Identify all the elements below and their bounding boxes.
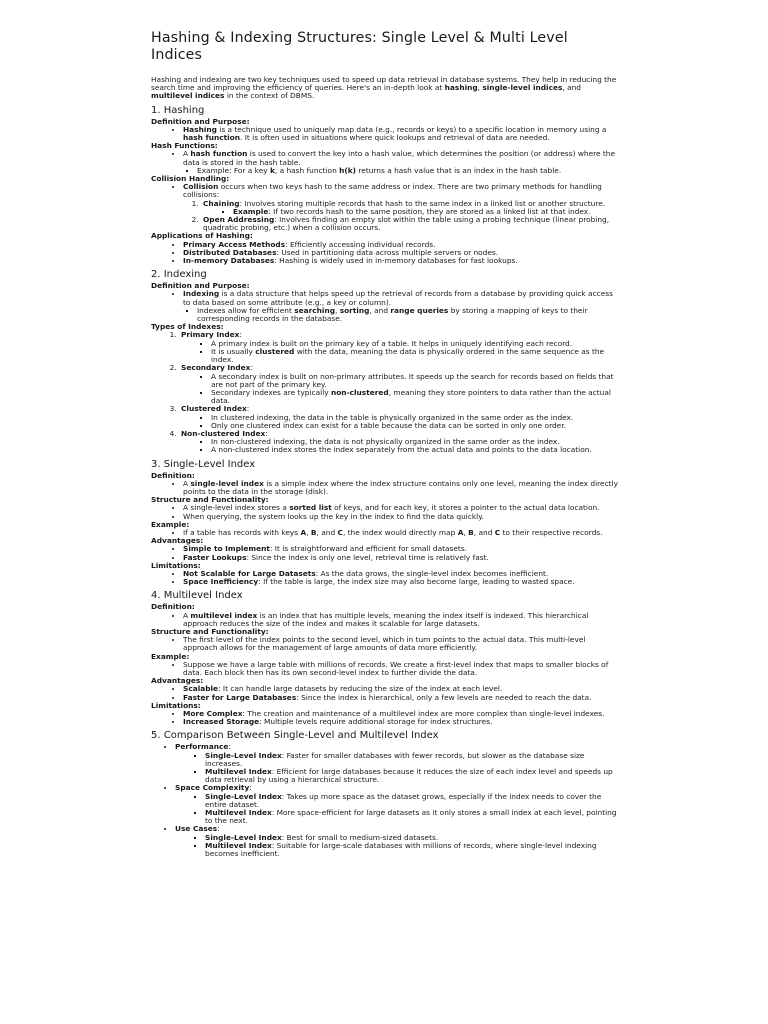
subheading: Structure and Functionality: [151,495,269,505]
list-item [183,578,618,586]
list-item [201,216,618,232]
bold-text: C [494,527,501,537]
text-span: : Efficient for large databases because it reduces the size of each index level and speeds up data retrieval by using a hierarchical structure. [205,767,613,785]
list-item [211,348,618,364]
bullet-list [151,480,618,496]
bullet-list [151,636,618,652]
bold-text: Example [233,206,269,216]
list-item [183,554,618,562]
list-item [183,257,618,265]
bold-text: clustered [255,346,295,356]
section-heading: 1. Hashing [151,104,205,116]
text-span: with the data, meaning the data is physically ordered in the same sequence as the index. [211,346,605,365]
sub-bullet-list [183,167,618,175]
text-span: occurs when two keys hash to the same address or index. There are two primary methods for handling collisions: [183,182,602,200]
text-span: is an index that has multiple levels, meaning the index itself is indexed. This hierarchical approach reduces the size of the index and makes it scalable for large datasets. [183,610,589,628]
list-item [183,150,618,175]
subheading: Hash Functions: [151,141,218,151]
intro-text: , and [562,83,581,93]
text-span: : [246,404,250,414]
bold-text: B [468,527,474,537]
list-item [211,389,618,405]
text-span: : Since the index is hierarchical, only a few levels are needed to reach the data. [296,692,592,702]
sub-bullet-list [175,793,618,826]
list-item: ▪ In clustered indexing, the data in the table is physically organized in the same order as the index. [211,414,618,422]
list-item [205,768,618,784]
bullet-list [151,183,618,232]
intro-keyword: multilevel indices [151,91,225,101]
bullet-list [151,570,618,586]
text-span: is used to convert the key into a hash value, which determines the position (or address) where the data is stored in the hash table. [183,149,616,167]
text-span: , a hash function [274,165,340,175]
list-item: ▪ A primary index is built on the primary key of a table. It helps in uniquely identifying each record. [211,340,618,348]
bullet-list [151,661,618,677]
subheading: Applications of Hashing: [151,231,253,241]
list-item: ▪ A secondary index is built on non-primary attributes. It speeds up the search for records based on fields that are not part of the primary key. [211,373,618,389]
bold-text: B [310,527,317,537]
list-item: ▪ In non-clustered indexing, the data is not physically organized in the same order as the index. [211,438,618,446]
text-span: , and [316,527,338,537]
text-span: A [183,149,191,159]
text-span: A single-level index stores a [183,503,290,513]
intro-text: in the context of DBMS. [224,91,315,101]
bullet-list [151,685,618,701]
text-span: , meaning they store pointers to data rather than the actual data. [211,387,611,406]
bold-text: searching [294,305,335,315]
text-span: : Best for small to medium-sized datasets. [281,832,439,842]
list-item [205,793,618,809]
bold-text: Single-Level Index [205,750,282,760]
bold-text: Collision [183,182,219,192]
bullet-list [151,710,618,726]
section-heading: 2. Indexing [151,269,207,281]
text-span: : [239,330,242,340]
text-span: . It is often used in situations where quick lookups and retrieval of data are needed. [240,133,550,143]
list-item [205,752,618,768]
list-item [183,183,618,232]
text-span: : Suitable for large-scale databases with millions of records, where single-level indexing becomes inefficient. [205,840,597,859]
bold-text: h(k) [339,165,357,175]
list-item [183,612,618,628]
bold-text: single-level index [190,478,264,488]
bold-text: Single-Level Index [205,832,282,842]
bold-text: sorting [339,305,370,315]
text-span: , [463,527,469,537]
text-span: , [306,527,311,537]
bold-text: A [457,527,464,537]
bullet-list [151,504,618,520]
bold-text: sorted list [289,503,332,513]
bold-text: In-memory Databases [183,256,275,266]
text-span: : [250,363,253,373]
text-span: : Since the index is only one level, retrieval time is relatively fast. [246,552,489,562]
sub-bullet-list [181,414,618,430]
bold-text: multilevel index [190,610,258,620]
text-span: : Takes up more space as the dataset grows, especially if the index needs to cover the entire dataset. [205,791,602,809]
text-span: , [335,305,340,315]
text-span: by storing a mapping of keys to their corresponding records in the database. [197,305,588,324]
text-span: Secondary indexes are typically [211,387,331,397]
subheading: Types of Indexes: [151,322,224,332]
bold-text: Clustered Index [181,404,247,414]
bold-text: Indexing [183,289,220,299]
text-span: : [249,783,252,793]
numbered-list [183,200,618,233]
numbered-list [151,331,618,454]
sub-bullet-list [175,752,618,785]
bold-text: Multilevel Index [205,808,272,818]
list-item [175,784,618,825]
section-indexing [151,269,618,454]
text-span: : The creation and maintenance of a multilevel index are more complex than single-level indexes. [242,709,605,719]
text-span: : More space-efficient for large datasets as it only stores a small index at each level, pointing to the next. [205,808,617,826]
intro-text: Hashing and indexing are two key techniques used to speed up data retrieval in database systems. They help in reducing the search time and improving the efficiency of queries. Here's an in-depth look at [151,75,617,93]
list-item [197,307,618,323]
list-item [179,364,618,405]
text-span: : If two records hash to the same position, they are stored as a linked list at that index. [268,206,591,216]
bold-text: k [269,165,275,175]
subheading: Limitations: [151,700,201,710]
bold-text: A [300,527,307,537]
bold-text: Chaining [203,198,240,208]
bold-text: Distributed Databases [183,247,277,257]
bold-text: Performance [175,742,229,752]
intro-text: , [477,83,483,93]
list-item [205,842,618,858]
list-item [179,430,618,455]
bold-text: non-clustered [330,387,389,397]
list-item [179,405,618,430]
section-multilevel-index [151,590,618,726]
text-span: is a technique used to uniquely map data (e.g., records or keys) to a specific location in memory using a [216,124,607,134]
list-item [183,480,618,496]
bold-text: hash function [190,149,248,159]
list-item [175,825,618,858]
text-span: : As the data grows, the single-level index becomes inefficient. [315,568,549,578]
list-item: ▪ Only one clustered index can exist for a table because the data can be sorted in only one order. [211,422,618,430]
list-item [183,694,618,702]
bold-text: range queries [390,305,449,315]
text-span: : Hashing is widely used in in-memory databases for fast lookups. [274,256,518,266]
text-span: is a simple index where the index structure contains only one level, meaning the index directly points to the data in the storage (disk). [183,478,618,496]
bold-text: Primary Access Methods [183,239,286,249]
bullet-list [151,290,618,323]
text-span: : Involves storing multiple records that hash to the same index in a linked list or another structure. [239,198,606,208]
bullet-list [151,612,618,628]
text-span: If a table has records with keys [183,527,301,537]
subheading: Structure and Functionality: [151,626,269,636]
subheading: Definition and Purpose: [151,116,250,126]
subheading: Definition: [151,470,195,480]
text-span: : It is straightforward and efficient for small datasets. [269,544,468,554]
section-single-level-index [151,459,618,587]
subheading: Advantages: [151,676,204,686]
document-title: Hashing & Indexing Structures: Single Level & Multi Level Indices [151,30,568,63]
bold-text: Non-clustered Index [181,428,266,438]
list-item [179,331,618,364]
list-item [205,809,618,825]
text-span: , and [369,305,391,315]
text-span: : Used in partitioning data across multiple servers or nodes. [276,247,499,257]
bullet-list [151,529,618,537]
text-span: : If the table is large, the index size may also become large, leading to wasted space. [258,577,575,587]
text-span: to their respective records. [500,527,603,537]
text-span: , and [473,527,495,537]
text-span: : [217,824,220,834]
bold-text: Secondary Index [181,363,251,373]
list-item [183,126,618,142]
text-span: of keys, and for each key, it stores a pointer to the actual data location. [331,503,600,513]
list-item [183,290,618,323]
text-span: It is usually [211,346,256,356]
list-item: ▪ A non-clustered index stores the index separately from the actual data and points to the data location. [211,446,618,454]
list-item [175,743,618,784]
subheading: Example: [151,651,190,661]
bold-text: Faster Lookups [183,552,247,562]
subheading: Definition and Purpose: [151,281,250,291]
bullet-list [151,545,618,561]
list-item [197,167,618,175]
text-span: : Involves finding an empty slot within the table using a probing technique (linear probing, quadratic probing, etc.) when a collision occurs. [203,215,610,233]
text-span: : Multiple levels require additional storage for index structures. [259,717,493,727]
text-span: Example: For a key [197,165,270,175]
text-span: Indexes allow for efficient [197,305,295,315]
list-item: • The first level of the index points to the second level, which in turn points to the actual data. This multi-level approach allows for the management of large amounts of data more efficiently. [183,636,618,652]
text-span: , the index would directly map [342,527,458,537]
text-span: A [183,610,191,620]
bold-text: Scalable [183,684,219,694]
bold-text: Multilevel Index [205,840,272,850]
bullet-list [151,150,618,175]
subheading: Example: [151,519,190,529]
bold-text: C [337,527,343,537]
bullet-list [151,126,618,142]
section-heading: 4. Multilevel Index [151,590,243,602]
bold-text: Primary Index [181,330,240,340]
bold-text: Hashing [183,124,217,134]
list-item [201,200,618,216]
list-item: • Suppose we have a large table with millions of records. We create a first-level index that maps to smaller blocks of data. Each block then has its own second-level index to further divide the data. [183,661,618,677]
text-span: returns a hash value that is an index in the hash table. [356,165,562,175]
bold-text: Simple to Implement [183,544,270,554]
intro-keyword: hashing [444,83,478,93]
sub-bullet-list [181,340,618,365]
bold-text: Space Inefficiency [183,577,259,587]
intro-paragraph [151,76,618,101]
sub-bullet-list [183,307,618,323]
sub-bullet-list [181,438,618,454]
text-span: A [183,478,191,488]
list-item: • When querying, the system looks up the key in the index to find the data quickly. [183,513,618,521]
sub-bullet-list [175,834,618,859]
bullet-list [151,241,618,266]
text-span: : It can handle large datasets by reducing the size of the index at each level. [218,684,503,694]
text-span: : [265,428,268,438]
text-span: : Efficiently accessing individual records. [285,239,436,249]
bold-text: Not Scalable for Large Datasets [183,568,316,578]
bold-text: Space Complexity [175,783,250,793]
bold-text: Single-Level Index [205,791,282,801]
list-item [183,529,618,537]
list-item [183,718,618,726]
text-span: : Faster for smaller databases with fewer records, but slower as the database size increases. [205,750,585,768]
subheading: Limitations: [151,560,201,570]
subheading: Advantages: [151,536,204,546]
subheading: Definition: [151,602,195,612]
section-heading: 5. Comparison Between Single-Level and Multilevel Index [151,730,439,742]
bold-text: Open Addressing [203,215,275,225]
text-span: is a data structure that helps speed up the retrieval of records from a database by providing quick access to data based on some attribute (e.g., a key or column). [183,289,613,307]
bold-text: More Complex [183,709,243,719]
bold-text: Use Cases [175,824,218,834]
section-heading: 3. Single-Level Index [151,458,256,470]
bold-text: Faster for Large Databases [183,692,297,702]
subheading: Collision Handling: [151,174,230,184]
bold-text: Increased Storage [183,717,260,727]
bold-text: hash function [183,133,241,143]
section-hashing [151,105,618,266]
bullet-list [151,743,618,858]
bold-text: Multilevel Index [205,767,272,777]
text-span: : [228,742,231,752]
section-comparison [151,730,618,858]
sub-bullet-list [181,373,618,406]
intro-keyword: single-level indices [482,83,563,93]
